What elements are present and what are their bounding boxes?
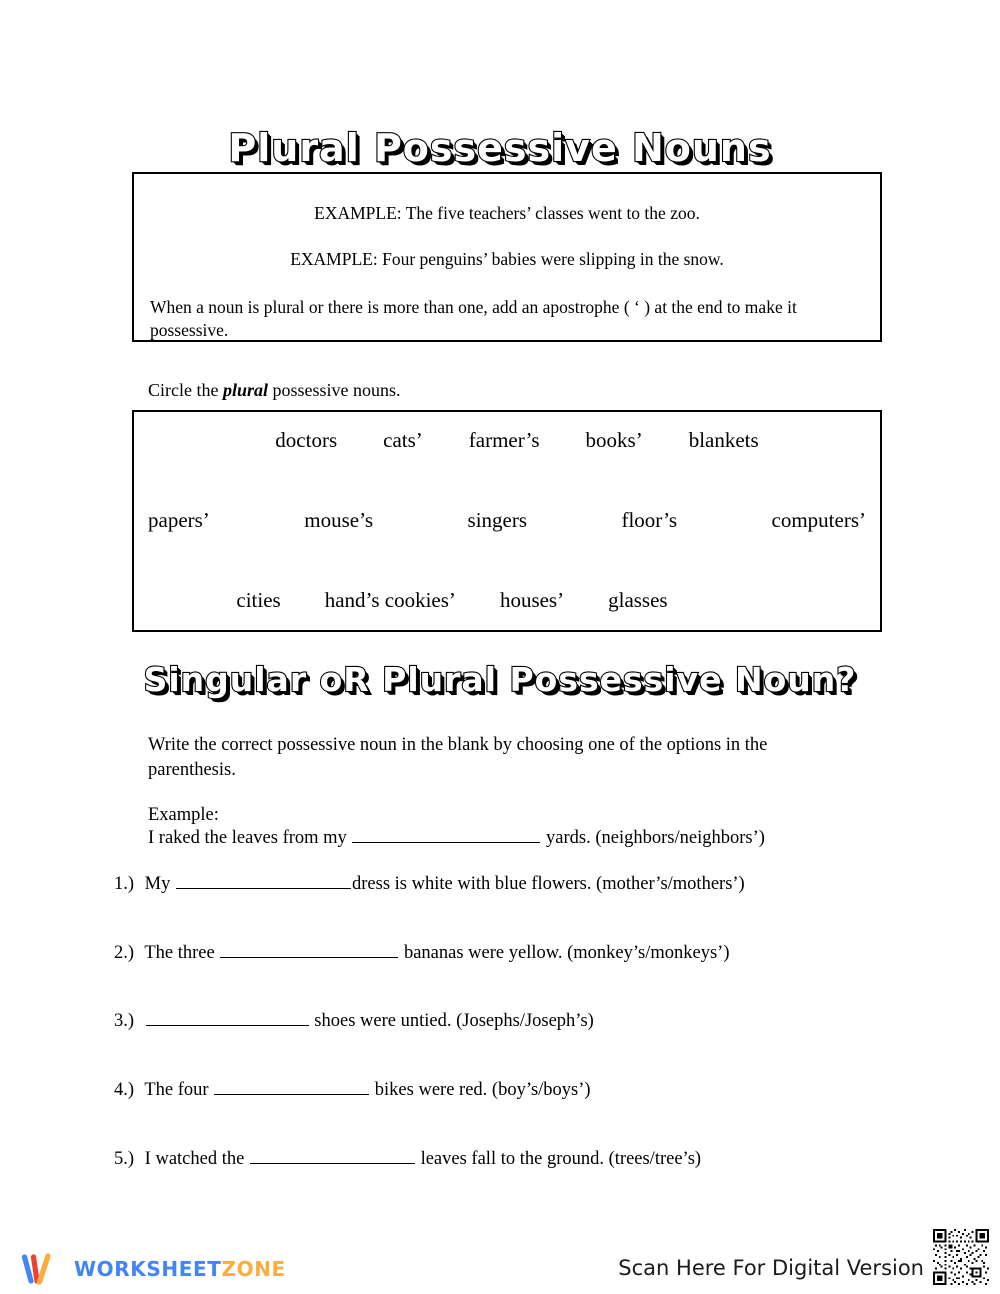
- example-sentence-prefix: I raked the leaves from my: [148, 828, 352, 848]
- word-bank-row-3: [134, 586, 880, 614]
- question-row: [114, 1009, 594, 1034]
- possessive-rule-text: When a noun is plural or there is more than one, add an apostrophe ( ‘ ) at the end to make it possessive.: [150, 297, 797, 340]
- fill-in-example-label: Example:: [148, 805, 219, 825]
- answer-blank[interactable]: [220, 942, 398, 958]
- word-bank-word[interactable]: papers’: [148, 508, 210, 532]
- section-title-singular-or-plural: Singular oR Plural Possessive Noun?: [143, 660, 857, 699]
- word-bank-word[interactable]: blankets: [688, 428, 759, 452]
- worksheet-zone-mark-icon: [22, 1252, 64, 1286]
- question-row: [114, 1147, 701, 1172]
- question-row: [114, 872, 745, 897]
- question-row: [114, 1078, 591, 1103]
- word-bank-word[interactable]: floor’s: [621, 508, 678, 532]
- answer-blank[interactable]: [176, 873, 351, 889]
- brand-word-zone: ZONE: [221, 1257, 286, 1281]
- question-text-after: bikes were red. (boy’s/boys’): [370, 1080, 591, 1100]
- example-rule-box: [132, 172, 882, 342]
- circle-instruction-emphasis: plural: [222, 380, 269, 400]
- word-bank-word[interactable]: glasses: [608, 588, 668, 612]
- question-text-before: My: [140, 874, 175, 894]
- circle-instruction: [148, 378, 401, 402]
- brand-word-worksheet: WORKSHEET: [74, 1257, 222, 1281]
- worksheet-zone-wordmark: [74, 1257, 286, 1281]
- word-bank-word[interactable]: computers’: [771, 508, 866, 532]
- word-bank-word[interactable]: cats’: [383, 428, 423, 452]
- word-bank-word[interactable]: mouse’s: [304, 508, 374, 532]
- word-bank-word[interactable]: farmer’s: [468, 428, 540, 452]
- example-sentence-suffix: yards. (neighbors/neighbors’): [541, 828, 765, 848]
- answer-blank[interactable]: [146, 1010, 309, 1026]
- question-row: [114, 941, 730, 966]
- word-bank-word[interactable]: houses’: [499, 588, 565, 612]
- answer-blank[interactable]: [352, 827, 540, 843]
- scan-here-label: Scan Here For Digital Version: [618, 1256, 924, 1280]
- answer-blank[interactable]: [250, 1148, 415, 1164]
- question-text-before: The three: [140, 943, 220, 963]
- question-text-after: bananas were yellow. (monkey’s/monkeys’): [399, 943, 730, 963]
- word-bank-row-2: [148, 506, 866, 534]
- fill-in-example-sentence: [148, 826, 765, 851]
- question-text-before: The four: [140, 1080, 214, 1100]
- answer-blank[interactable]: [214, 1079, 369, 1095]
- worksheet-zone-logo[interactable]: [22, 1252, 286, 1286]
- circle-instruction-part-1: Circle the: [148, 380, 223, 400]
- word-bank-word[interactable]: hand’s cookies’: [324, 588, 456, 612]
- example-sentence-1: EXAMPLE: The five teachers’ classes went to the zoo.: [314, 203, 700, 223]
- word-bank-word[interactable]: books’: [585, 428, 643, 452]
- circle-instruction-part-2: possessive nouns.: [268, 380, 401, 400]
- question-number: 5.): [114, 1149, 135, 1169]
- question-number: 4.): [114, 1080, 135, 1100]
- question-text-before: [140, 1011, 145, 1031]
- question-text-before: I watched the: [140, 1149, 249, 1169]
- question-text-after: shoes were untied. (Josephs/Joseph’s): [309, 1011, 594, 1031]
- qr-code-icon[interactable]: [930, 1226, 992, 1288]
- question-text-after: leaves fall to the ground. (trees/tree’s): [415, 1149, 702, 1169]
- page-footer: [0, 1228, 1000, 1294]
- word-bank-word[interactable]: cities: [236, 588, 281, 612]
- question-number: 2.): [114, 943, 135, 963]
- question-number: 1.): [114, 874, 135, 894]
- question-number: 3.): [114, 1011, 135, 1031]
- word-bank-word[interactable]: singers: [467, 508, 528, 532]
- page-title: Plural Possessive Nouns: [228, 126, 772, 170]
- word-bank-box: [132, 410, 882, 632]
- word-bank-row-1: [134, 426, 880, 454]
- fill-in-instruction: Write the correct possessive noun in the blank by choosing one of the options in the parenthesis.: [148, 735, 768, 780]
- example-sentence-2: EXAMPLE: Four penguins’ babies were slipping in the snow.: [290, 249, 724, 269]
- word-bank-word[interactable]: doctors: [275, 428, 338, 452]
- question-text-after: dress is white with blue flowers. (mother’s/mothers’): [352, 874, 745, 894]
